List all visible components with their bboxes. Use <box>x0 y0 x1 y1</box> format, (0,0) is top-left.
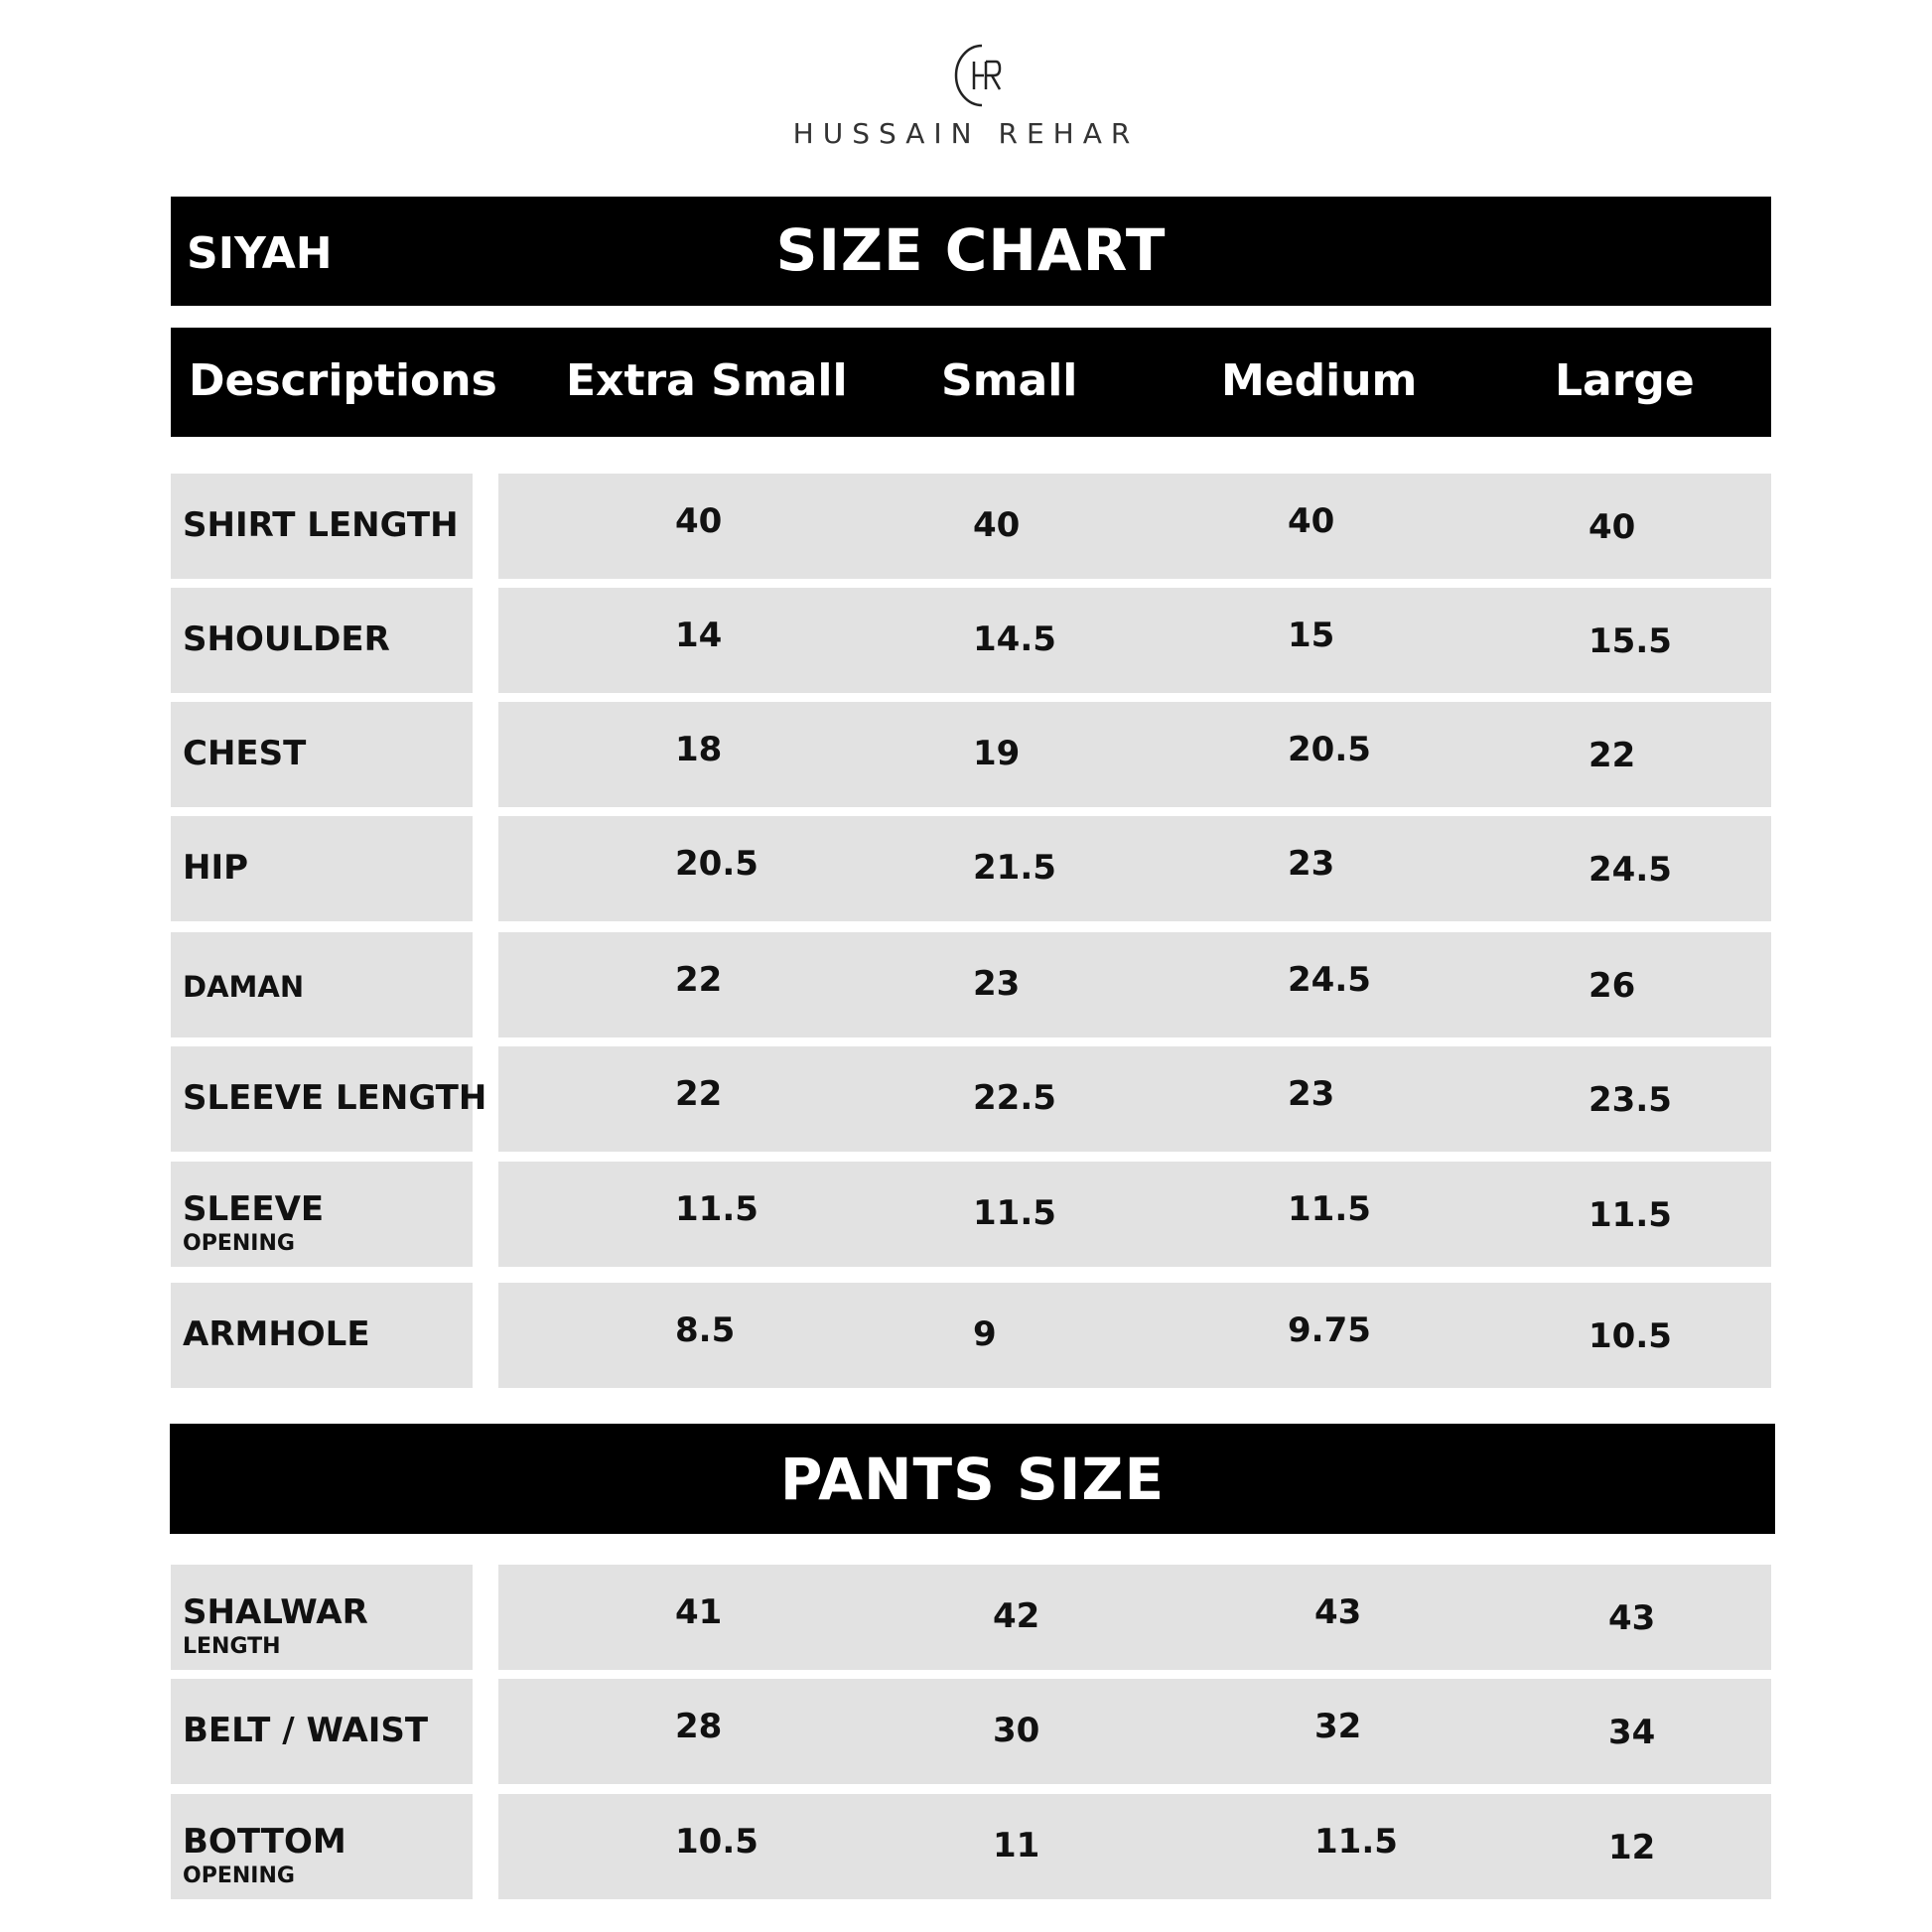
size-value: 28 <box>675 1707 723 1746</box>
row-values-cell <box>498 1283 1771 1388</box>
row-label: SHIRT LENGTH <box>183 505 459 545</box>
size-value: 23.5 <box>1588 1080 1672 1120</box>
size-value: 20.5 <box>675 844 759 884</box>
row-label-cell <box>171 1283 473 1388</box>
size-value: 23 <box>973 964 1021 1004</box>
row-label-cell <box>171 702 473 807</box>
size-value: 11.5 <box>1314 1822 1398 1862</box>
header-descriptions: Descriptions <box>189 355 497 406</box>
pants-size-title: PANTS SIZE <box>779 1446 1166 1513</box>
row-values-cell <box>498 1046 1771 1152</box>
header-extra-small: Extra Small <box>566 355 848 406</box>
collection-label: SIYAH <box>187 228 333 279</box>
row-label-cell <box>171 816 473 921</box>
brand-name: HUSSAIN REHAR <box>792 117 1140 150</box>
row-label: BOTTOM <box>183 1822 346 1862</box>
size-value: 10.5 <box>675 1822 759 1862</box>
row-values-cell <box>498 588 1771 693</box>
size-value: 22 <box>675 1074 723 1114</box>
row-sublabel: LENGTH <box>183 1634 281 1659</box>
header-large: Large <box>1555 355 1695 406</box>
size-value: 22 <box>1588 736 1636 775</box>
size-value: 15 <box>1288 616 1335 655</box>
row-values-cell <box>498 1162 1771 1267</box>
size-value: 10.5 <box>1588 1316 1672 1356</box>
size-value: 11.5 <box>973 1193 1056 1233</box>
row-label-cell <box>171 1162 473 1267</box>
row-label: CHEST <box>183 734 307 773</box>
size-chart-title-bar <box>171 197 1771 306</box>
row-label-cell <box>171 1794 473 1899</box>
size-value: 43 <box>1608 1598 1656 1638</box>
row-values-cell <box>498 932 1771 1037</box>
size-value: 21.5 <box>973 848 1056 888</box>
size-value: 42 <box>993 1596 1040 1636</box>
size-value: 11.5 <box>675 1189 759 1229</box>
row-values-cell <box>498 1565 1771 1670</box>
row-label-cell <box>171 1046 487 1152</box>
row-values-cell <box>498 1794 1771 1899</box>
row-values-cell <box>498 1679 1771 1784</box>
header-small: Small <box>941 355 1078 406</box>
row-label-cell <box>171 474 473 579</box>
row-label-cell <box>171 1565 473 1670</box>
size-value: 26 <box>1588 966 1636 1006</box>
size-value: 11.5 <box>1288 1189 1371 1229</box>
size-value: 22 <box>675 960 723 1000</box>
row-values-cell <box>498 816 1771 921</box>
row-values-cell <box>498 702 1771 807</box>
size-value: 9.75 <box>1288 1311 1371 1350</box>
size-value: 12 <box>1608 1828 1656 1867</box>
size-value: 43 <box>1314 1592 1362 1632</box>
size-value: 30 <box>993 1711 1040 1750</box>
row-sublabel: OPENING <box>183 1231 295 1256</box>
row-label: SLEEVE <box>183 1189 325 1229</box>
row-label: SLEEVE LENGTH <box>183 1078 487 1118</box>
size-value: 23 <box>1288 1074 1335 1114</box>
size-header-bar <box>171 328 1771 437</box>
row-label: DAMAN <box>183 970 305 1004</box>
header-medium: Medium <box>1221 355 1418 406</box>
row-label: BELT / WAIST <box>183 1711 429 1750</box>
size-value: 11.5 <box>1588 1195 1672 1235</box>
size-value: 24.5 <box>1288 960 1371 1000</box>
row-label: ARMHOLE <box>183 1314 370 1354</box>
size-value: 20.5 <box>1288 730 1371 769</box>
size-value: 24.5 <box>1588 850 1672 890</box>
size-value: 18 <box>675 730 723 769</box>
pants-size-title-bar <box>170 1424 1775 1534</box>
size-value: 32 <box>1314 1707 1362 1746</box>
row-sublabel: OPENING <box>183 1863 295 1888</box>
row-label-cell <box>171 1679 473 1784</box>
size-value: 34 <box>1608 1713 1656 1752</box>
row-label-cell <box>171 588 473 693</box>
size-value: 9 <box>973 1314 997 1354</box>
size-value: 22.5 <box>973 1078 1056 1118</box>
row-label-cell <box>171 932 473 1037</box>
row-label: SHALWAR <box>183 1592 368 1632</box>
size-value: 15.5 <box>1588 621 1672 661</box>
size-value: 40 <box>1588 507 1636 547</box>
row-label: SHOULDER <box>183 620 390 659</box>
page-title: SIZE CHART <box>775 216 1167 284</box>
size-value: 23 <box>1288 844 1335 884</box>
row-label: HIP <box>183 848 249 888</box>
size-value: 11 <box>993 1826 1040 1865</box>
size-value: 40 <box>1288 501 1335 541</box>
hr-monogram-icon <box>952 42 1008 111</box>
size-value: 14 <box>675 616 723 655</box>
size-value: 41 <box>675 1592 723 1632</box>
size-value: 14.5 <box>973 620 1056 659</box>
size-value: 40 <box>675 501 723 541</box>
row-values-cell <box>498 474 1771 579</box>
size-value: 8.5 <box>675 1311 736 1350</box>
size-value: 19 <box>973 734 1021 773</box>
size-value: 40 <box>973 505 1021 545</box>
